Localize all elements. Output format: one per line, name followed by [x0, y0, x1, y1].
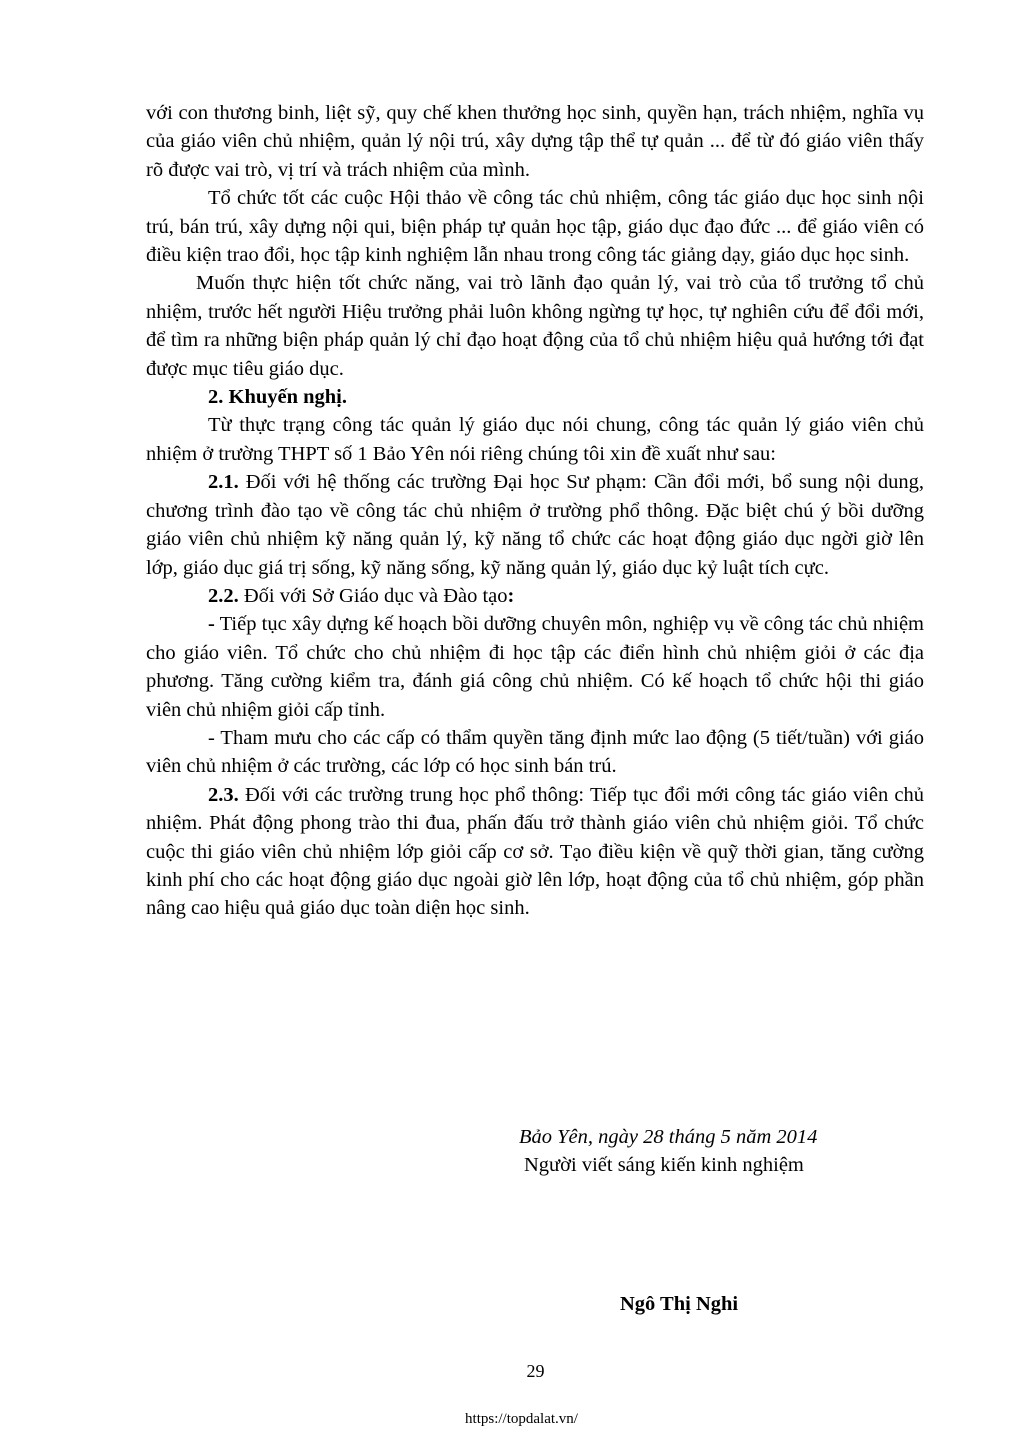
recommendation-2-1 — [146, 468, 924, 582]
signature-name: Ngô Thị Nghi — [620, 1293, 739, 1315]
paragraph-principal: Muốn thực hiện tốt chức năng, vai trò lãnh đạo quản lý, vai trò của tổ trưởng tổ chủ nhiệm, trước hết người Hiệu trưởng phải luôn không ngừng tự học, tự nghiên cứu để đổi mới, để tìm ra những biện pháp quản lý chỉ đạo hoạt động của tổ chủ nhiệm hiệu quả hướng tới đạt được mục tiêu giáo dục. — [146, 272, 924, 380]
signature-date: Bảo Yên, ngày 28 tháng 5 năm 2014 — [519, 1126, 818, 1148]
footer-url: https://topdalat.vn/ — [465, 1411, 578, 1427]
paragraph-continuation: với con thương binh, liệt sỹ, quy chế khen thưởng học sinh, quyền hạn, trách nhiệm, nghĩa vụ của giáo viên chủ nhiệm, quản lý nội trú, xây dựng tập thể tự quản ... để từ đó giáo viên thấy rõ được vai trò, vị trí và trách nhiệm của mình. — [146, 102, 924, 181]
document-body — [146, 99, 924, 923]
paragraph-workshops: Tổ chức tốt các cuộc Hội thảo về công tác chủ nhiệm, công tác giáo dục học sinh nội trú, bán trú, xây dựng nội qui, biện pháp tự quản học tập, giáo dục đạo đức ... để giáo viên có điều kiện trao đổi, học tập kinh nghiệm lẫn nhau trong công tác giảng dạy, giáo dục học sinh. — [146, 187, 924, 267]
recommendation-2-2 — [146, 582, 924, 610]
signature-writer-title: Người viết sáng kiến kinh nghiệm — [524, 1154, 804, 1176]
recommendation-2-3 — [146, 781, 924, 923]
bullet-dash: - — [208, 613, 215, 636]
section-heading-recommendations: 2. Khuyến nghị. — [208, 386, 347, 409]
bullet-training-plan-text: Tiếp tục xây dựng kế hoạch bồi dưỡng chuyên môn, nghiệp vụ về công tác chủ nhiệm cho giáo viên. Tổ chức cho chủ nhiệm đi học tập các điển hình chủ nhiệm giỏi ở các địa phương. Tăng cường kiểm tra, đánh giá công chủ nhiệm. Có kế hoạch tổ chức hội thi giáo viên chủ nhiệm giỏi cấp tỉnh. — [146, 613, 924, 721]
recommendation-2-2-text: Đối với Sở Giáo dục và Đào tạo — [238, 584, 508, 607]
recommendation-2-3-text: Đối với các trường trung học phổ thông: Tiếp tục đổi mới công tác giáo viên chủ nhiệm. Phát động phong trào thi đua, phấn đấu trở thành giáo viên chủ nhiệm giỏi. Tổ chức cuộc thi giáo viên chủ nhiệm lớp giỏi cấp cơ sở. Tạo điều kiện về quỹ thời gian, tăng cường kinh phí cho các hoạt động giáo dục ngoài giờ lên lớp, hoạt động của tổ chủ nhiệm, góp phần nâng cao hiệu quả giáo dục toàn diện học sinh. — [146, 783, 924, 920]
recommendation-2-2-colon: : — [507, 584, 515, 607]
page-number: 29 — [526, 1361, 545, 1381]
recommendation-2-1-text: Đối với hệ thống các trường Đại học Sư phạm: Cần đổi mới, bổ sung nội dung, chương trình đào tạo về công tác chủ nhiệm ở trường phổ thông. Đặc biệt chú ý bồi dưỡng giáo viên chủ nhiệm kỹ năng quản lý, kỹ năng tổ chức các hoạt động giáo dục ngời giờ lên lớp, giáo dục giá trị sống, kỹ năng sống, kỹ năng quản lý, giáo dục kỷ luật tích cực. — [146, 471, 924, 579]
bullet-training-plan — [146, 610, 924, 724]
paragraph-intro: Từ thực trạng công tác quản lý giáo dục nói chung, công tác quản lý giáo viên chủ nhiệm ở trường THPT số 1 Bảo Yên nói riêng chúng tôi xin đề xuất như sau: — [146, 414, 924, 465]
section-number-2-2: 2.2. — [208, 584, 239, 607]
section-number-2-3: 2.3. — [208, 783, 239, 806]
section-number-2-1: 2.1. — [208, 471, 239, 494]
bullet-workload: - Tham mưu cho các cấp có thẩm quyền tăng định mức lao động (5 tiết/tuần) với giáo viên chủ nhiệm ở các trường, các lớp có học sinh bán trú. — [146, 726, 924, 778]
